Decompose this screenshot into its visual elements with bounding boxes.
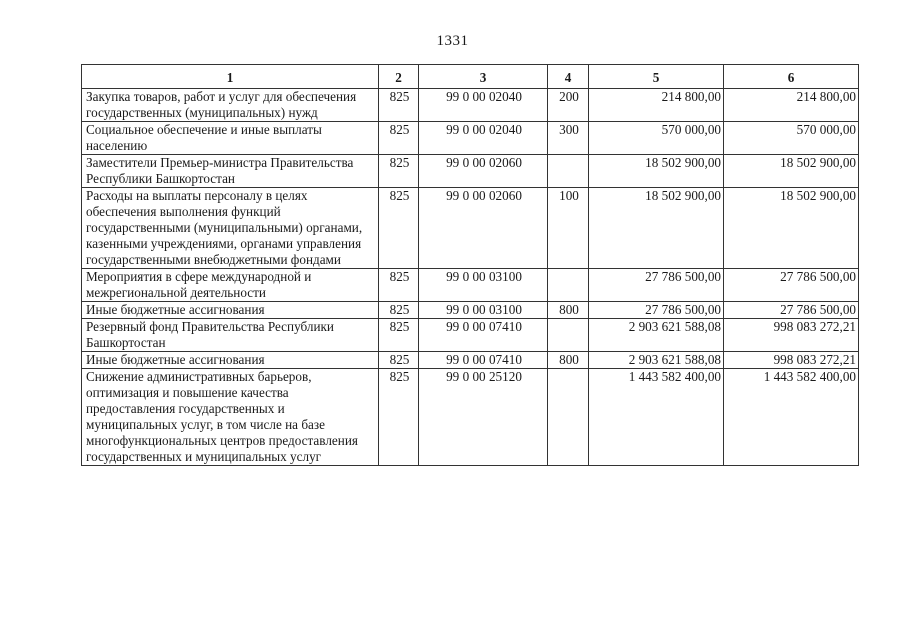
header-col-5: 5 xyxy=(589,65,724,89)
row-amount-5: 27 786 500,00 xyxy=(589,269,724,302)
row-type: 100 xyxy=(548,188,589,269)
row-article: 99 0 00 02040 xyxy=(419,122,548,155)
table-row xyxy=(82,369,859,466)
row-article: 99 0 00 02060 xyxy=(419,155,548,188)
row-amount-5: 27 786 500,00 xyxy=(589,302,724,319)
row-code: 825 xyxy=(379,89,419,122)
row-amount-6: 998 083 272,21 xyxy=(724,352,859,369)
row-type xyxy=(548,319,589,352)
row-code: 825 xyxy=(379,188,419,269)
row-amount-5: 2 903 621 588,08 xyxy=(589,319,724,352)
row-article: 99 0 00 02040 xyxy=(419,89,548,122)
row-type xyxy=(548,155,589,188)
row-type: 800 xyxy=(548,302,589,319)
row-code: 825 xyxy=(379,155,419,188)
row-name: Иные бюджетные ассигнования xyxy=(82,352,379,369)
row-amount-5: 570 000,00 xyxy=(589,122,724,155)
row-article: 99 0 00 02060 xyxy=(419,188,548,269)
row-type xyxy=(548,369,589,466)
row-name: Иные бюджетные ассигнования xyxy=(82,302,379,319)
row-amount-6: 18 502 900,00 xyxy=(724,155,859,188)
row-name: Расходы на выплаты персоналу в целях обеспечения выполнения функций государственными (муниципальными) органами, казенными учреждениями, органами управления государственными внебюджетными фондами xyxy=(82,188,379,269)
row-amount-5: 18 502 900,00 xyxy=(589,155,724,188)
table-row xyxy=(82,188,859,269)
table-row xyxy=(82,89,859,122)
row-code: 825 xyxy=(379,269,419,302)
row-amount-6: 214 800,00 xyxy=(724,89,859,122)
row-code: 825 xyxy=(379,369,419,466)
row-article: 99 0 00 03100 xyxy=(419,269,548,302)
header-col-1: 1 xyxy=(82,65,379,89)
row-amount-6: 18 502 900,00 xyxy=(724,188,859,269)
header-row xyxy=(82,65,859,89)
row-amount-6: 1 443 582 400,00 xyxy=(724,369,859,466)
header-col-6: 6 xyxy=(724,65,859,89)
row-name: Социальное обеспечение и иные выплаты населению xyxy=(82,122,379,155)
row-name: Заместители Премьер-министра Правительства Республики Башкортостан xyxy=(82,155,379,188)
row-name: Снижение административных барьеров, оптимизация и повышение качества предоставления государственных и муниципальных услуг, в том числе на базе многофункциональных центров предоставления государственных и муниципальных услуг xyxy=(82,369,379,466)
budget-table xyxy=(81,64,859,466)
row-article: 99 0 00 07410 xyxy=(419,352,548,369)
row-article: 99 0 00 07410 xyxy=(419,319,548,352)
table-row xyxy=(82,155,859,188)
table-row xyxy=(82,122,859,155)
row-name: Мероприятия в сфере международной и межрегиональной деятельности xyxy=(82,269,379,302)
row-code: 825 xyxy=(379,352,419,369)
table-row xyxy=(82,302,859,319)
row-type xyxy=(548,269,589,302)
row-code: 825 xyxy=(379,319,419,352)
row-amount-5: 214 800,00 xyxy=(589,89,724,122)
header-col-3: 3 xyxy=(419,65,548,89)
page-number: 1331 xyxy=(436,33,469,49)
row-article: 99 0 00 25120 xyxy=(419,369,548,466)
header-col-2: 2 xyxy=(379,65,419,89)
row-amount-5: 1 443 582 400,00 xyxy=(589,369,724,466)
table-row xyxy=(82,319,859,352)
row-type: 200 xyxy=(548,89,589,122)
row-amount-5: 18 502 900,00 xyxy=(589,188,724,269)
row-amount-6: 998 083 272,21 xyxy=(724,319,859,352)
row-name: Закупка товаров, работ и услуг для обеспечения государственных (муниципальных) нужд xyxy=(82,89,379,122)
row-amount-6: 27 786 500,00 xyxy=(724,302,859,319)
row-article: 99 0 00 03100 xyxy=(419,302,548,319)
row-amount-6: 27 786 500,00 xyxy=(724,269,859,302)
row-type: 300 xyxy=(548,122,589,155)
table-row xyxy=(82,352,859,369)
row-amount-6: 570 000,00 xyxy=(724,122,859,155)
row-code: 825 xyxy=(379,302,419,319)
row-code: 825 xyxy=(379,122,419,155)
table-row xyxy=(82,269,859,302)
header-col-4: 4 xyxy=(548,65,589,89)
row-amount-5: 2 903 621 588,08 xyxy=(589,352,724,369)
row-type: 800 xyxy=(548,352,589,369)
row-name: Резервный фонд Правительства Республики Башкортостан xyxy=(82,319,379,352)
